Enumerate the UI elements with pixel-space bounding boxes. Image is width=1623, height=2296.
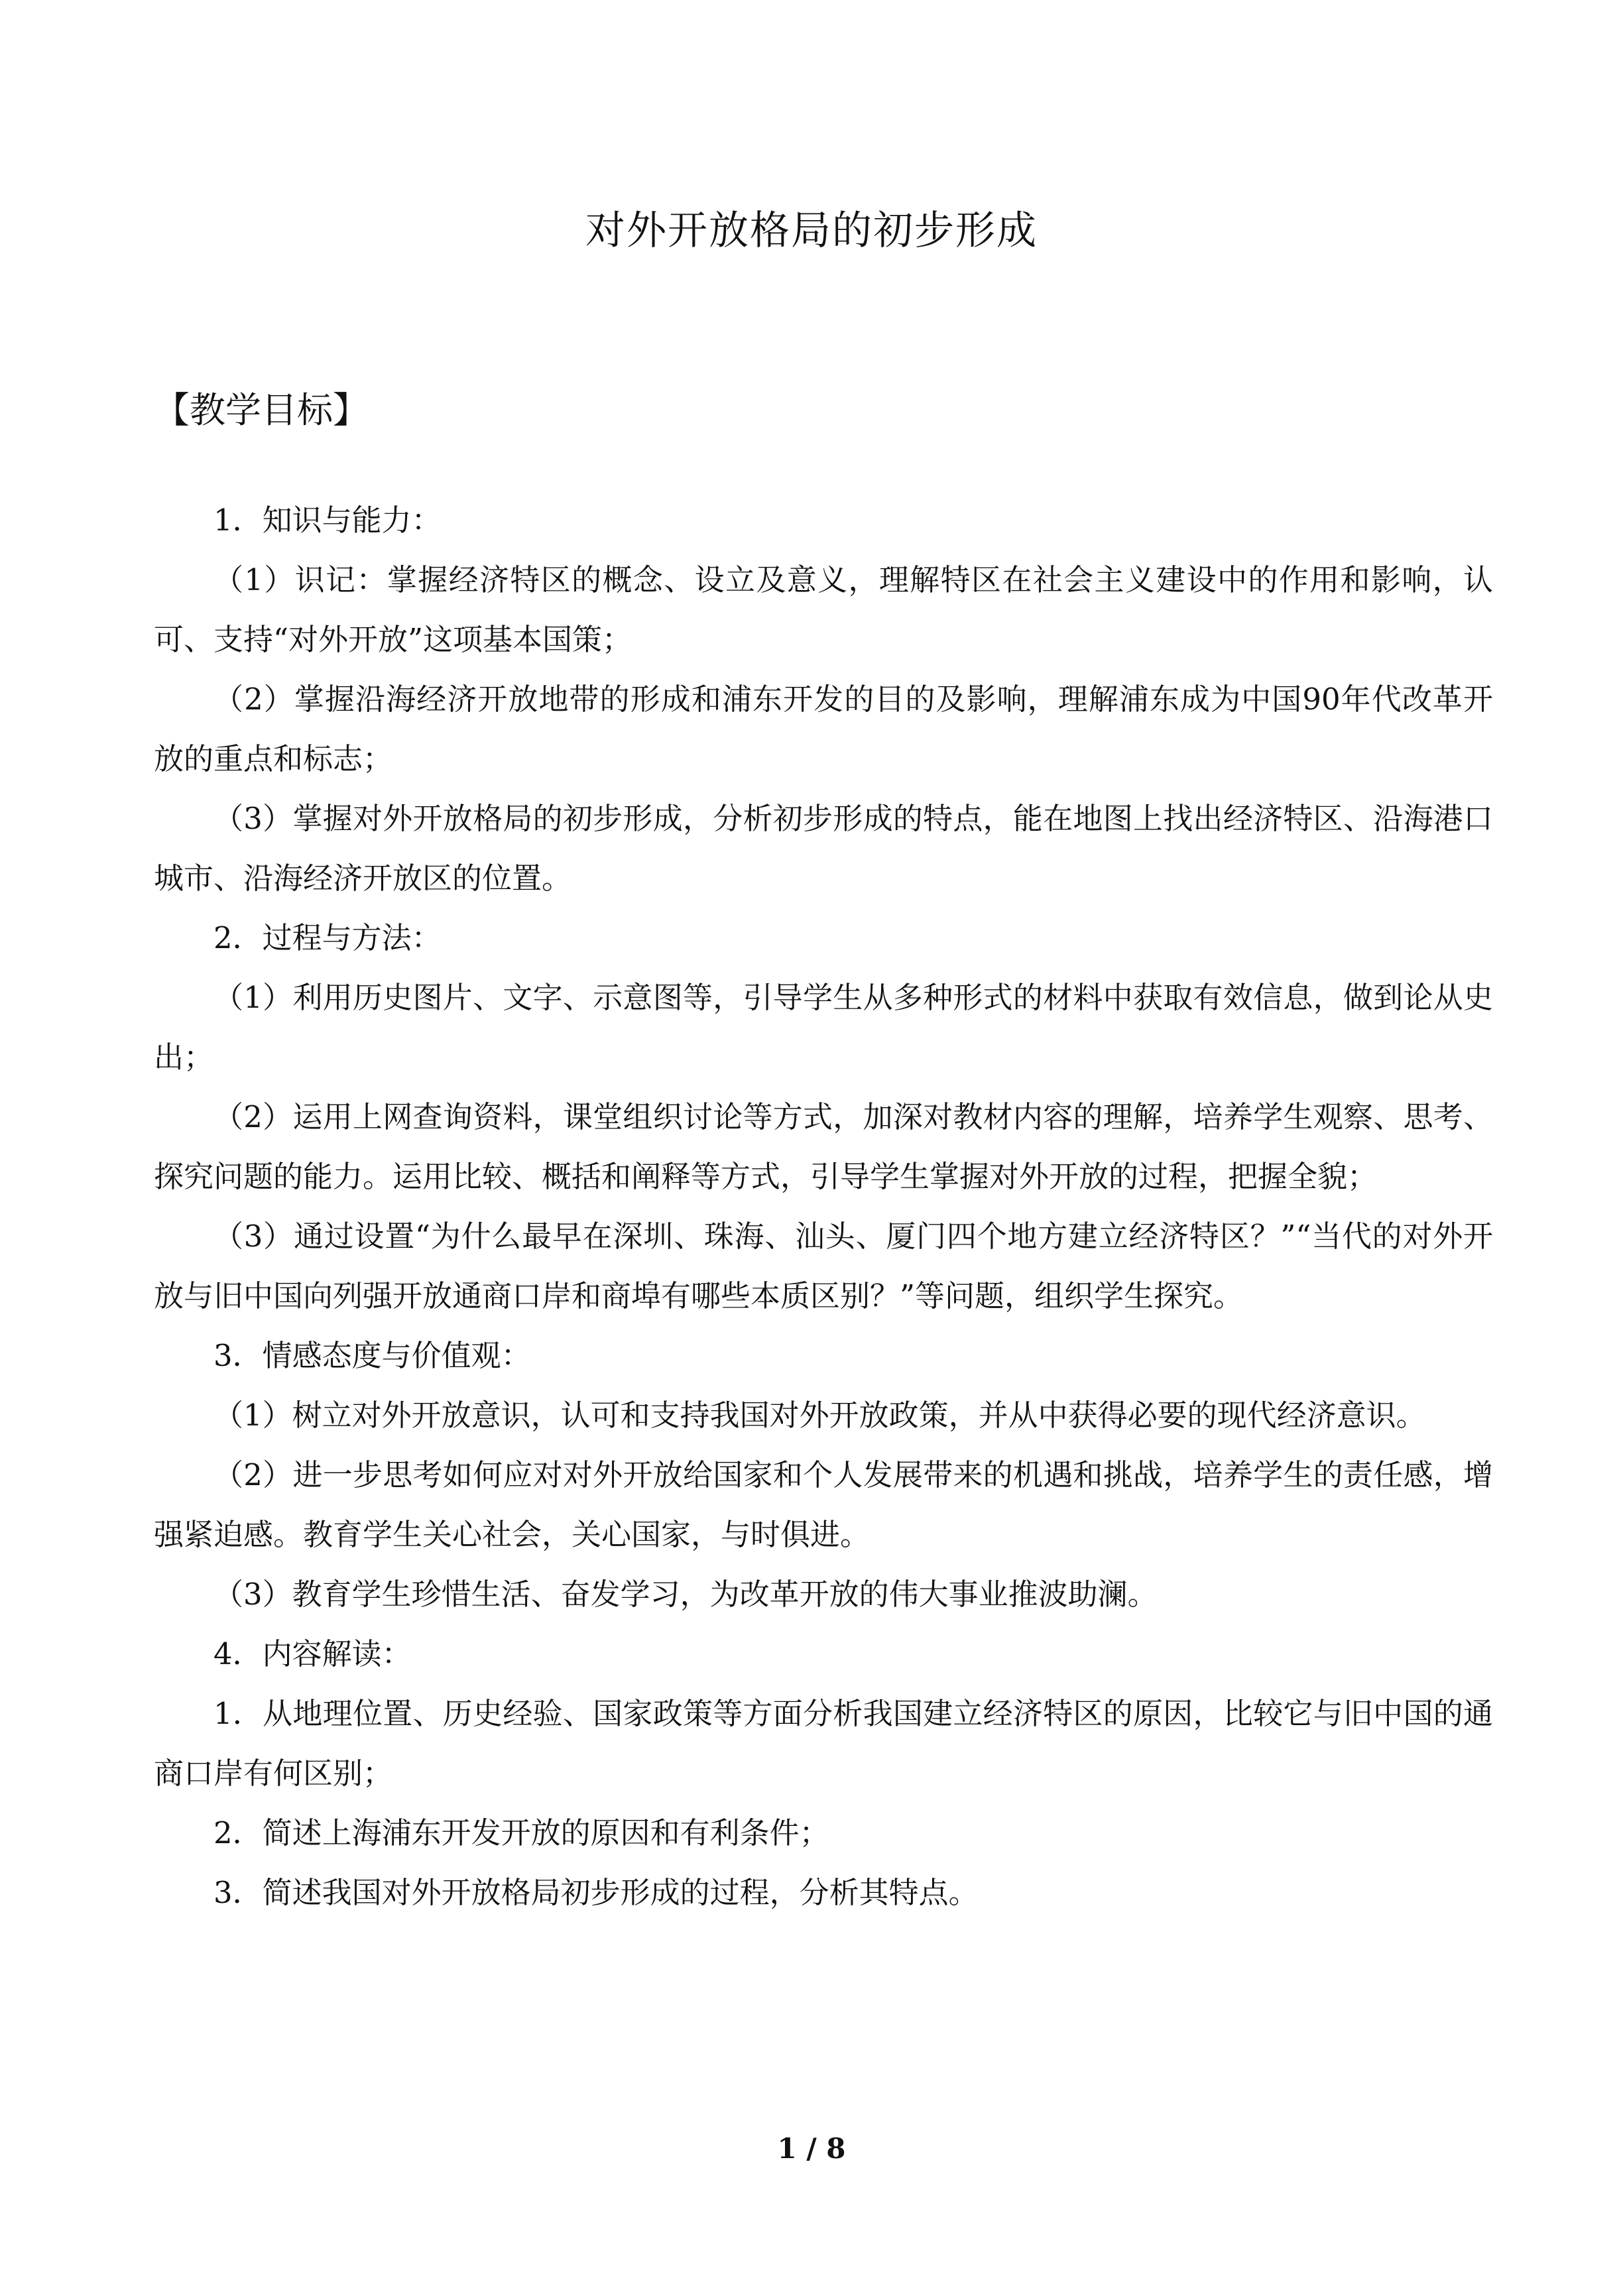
body-paragraph: （1）利用历史图片、文字、示意图等，引导学生从多种形式的材料中获取有效信息，做到论从史出； — [154, 980, 1493, 1075]
body-paragraph: （1）树立对外开放意识，认可和支持我国对外开放政策，并从中获得必要的现代经济意识。 — [213, 1398, 1426, 1433]
body-paragraph: 1．知识与能力： — [213, 503, 442, 538]
document-body — [154, 491, 1493, 1923]
page-number: 1 / 8 — [777, 2132, 846, 2165]
body-paragraph: （3）通过设置“为什么最早在深圳、珠海、汕头、厦门四个地方建立经济特区？”“当代的对外开放与旧中国向列强开放通商口岸和商埠有哪些本质区别？”等问题，组织学生探究。 — [154, 1219, 1493, 1313]
body-paragraph: 4．内容解读： — [213, 1636, 412, 1671]
body-paragraph: （2）进一步思考如何应对对外开放给国家和个人发展带来的机遇和挑战，培养学生的责任感，增强紧迫感。教育学生关心社会，关心国家，与时俱进。 — [154, 1457, 1493, 1552]
body-paragraph: 2．过程与方法： — [213, 920, 442, 955]
body-paragraph: 3．情感态度与价值观： — [213, 1338, 531, 1373]
body-paragraph: 1．从地理位置、历史经验、国家政策等方面分析我国建立经济特区的原因，比较它与旧中国的通商口岸有何区别； — [154, 1696, 1493, 1791]
body-paragraph: 3．简述我国对外开放格局初步形成的过程，分析其特点。 — [213, 1875, 979, 1910]
section-heading-teaching-goals: 【教学目标】 — [154, 389, 369, 431]
body-paragraph: （1）识记：掌握经济特区的概念、设立及意义，理解特区在社会主义建设中的作用和影响，认可、支持“对外开放”这项基本国策； — [154, 562, 1493, 657]
body-paragraph: （3）教育学生珍惜生活、奋发学习，为改革开放的伟大事业推波助澜。 — [213, 1577, 1158, 1612]
body-paragraph: （3）掌握对外开放格局的初步形成，分析初步形成的特点，能在地图上找出经济特区、沿海港口城市、沿海经济开放区的位置。 — [154, 801, 1493, 896]
document-title: 对外开放格局的初步形成 — [585, 208, 1038, 254]
body-paragraph: 2．简述上海浦东开发开放的原因和有利条件； — [213, 1815, 829, 1850]
body-paragraph: （2）掌握沿海经济开放地带的形成和浦东开发的目的及影响，理解浦东成为中国90年代改革开放的重点和标志； — [154, 682, 1493, 776]
body-paragraph: （2）运用上网查询资料，课堂组织讨论等方式，加深对教材内容的理解，培养学生观察、思考、探究问题的能力。运用比较、概括和阐释等方式，引导学生掌握对外开放的过程，把握全貌； — [154, 1099, 1493, 1194]
